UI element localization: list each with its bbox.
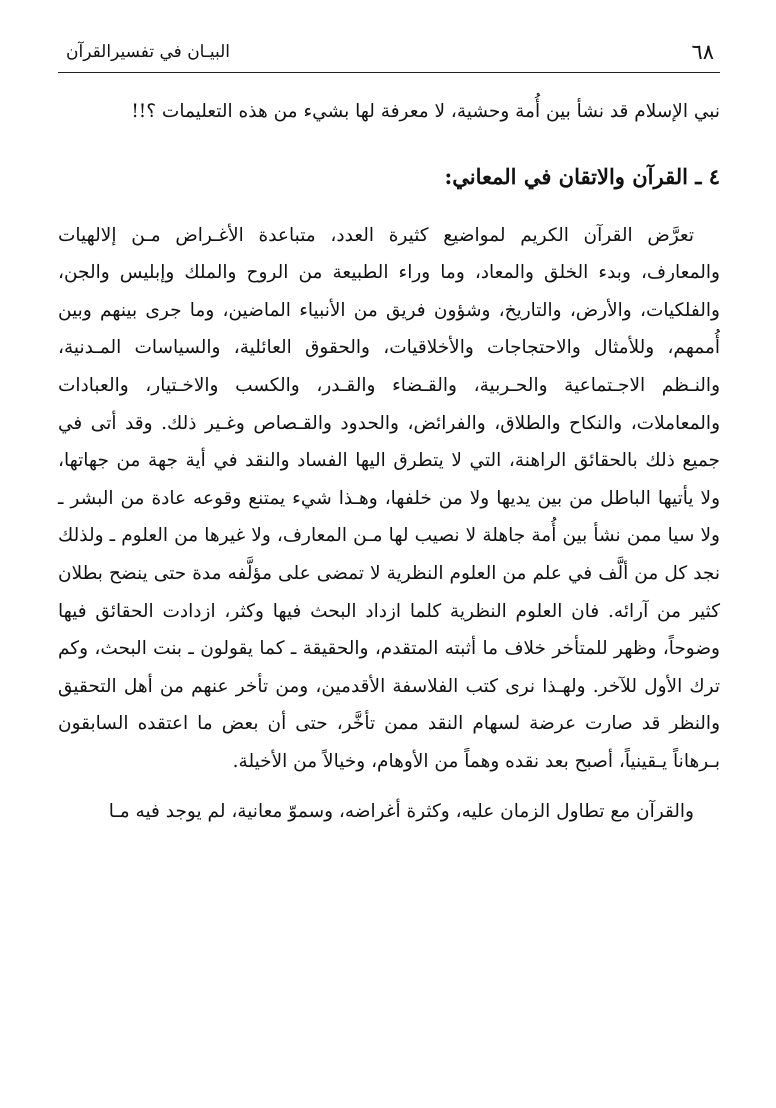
running-title: البيـان في تفسيرالقرآن xyxy=(66,42,231,62)
last-paragraph: والقرآن مع تطاول الزمان عليه، وكثرة أغراضه، وسموّ معانية، لم يوجد فيه مـا xyxy=(108,800,694,822)
section-heading: ٤ ـ القرآن والاتقان في المعاني: xyxy=(444,163,720,189)
page-header xyxy=(58,34,720,73)
page-number: ٦٨ xyxy=(691,40,714,64)
main-paragraph: تعرَّض القرآن الكريم لمواضيع كثيرة العدد، متباعدة الأغـراض مـن إلالهيات والمعارف، وبدء الخلق والمعاد، وما وراء الطبيعة من الروح والملك وإبليس والجن، والفلكيات، والأرض، والتاريخ، وشؤون فريق من الأنبياء الماضين، وما جرى بينهم وبين أُممهم، وللأمثال والاحتجاجات والأخلاقيات، والحقوق العائلية، والسياسات المـدنية، والنـظم الاجـتماعية والحـربية، والقـضاء والقـدر، والكسب والاخـتيار، والعبادات والمعاملات، والنكاح والطلاق، والفرائض، والحدود والقـصاص وغـير ذلك. وقد أتى في جميع ذلك بالحقائق الراهنة، التي لا يتطرق اليها الفساد والنقد في أية جهة من جهاتها، ولا يأتيها الباطل من بين يديها ولا من خلفها، وهـذا شيء يمتنع وقوعه عادة من البشر ـ ولا سيا ممن نشأ بين أُمة جاهلة لا نصيب لها مـن المعارف، ولا غيرها من العلوم ـ ولذلك نجد كل من ألَّف في علم من العلوم النظرية لا تمضى على مؤلَّفه مدة حتى ينضح بطلان كثير من آرائه. فان العلوم النظرية كلما ازداد البحث فيها وكثر، ازدادت الحقائق فيها وضوحاً، وظهر للمتأخر خلاف ما أثبته المتقدم، والحقيقة ـ كما يقولون ـ بنت البحث، وكم ترك الأول للآخر. ولهـذا نرى كتب الفلاسفة الأقدمين، ومن تأخر عنهم من أهل التحقيق والنظر قد صارت عرضة لسهام النقد ممن تأخَّر، حتى أن بعض ما اعتقده السابقون بـرهاناً يـقينياً، أصبح بعد نقده وهماً من الأوهام، وخيالاً من الأخيلة. xyxy=(58,224,720,772)
book-page xyxy=(58,34,720,830)
intro-paragraph: نبي الإسلام قد نشأ بين أُمة وحشية، لا معرفة لها بشيء من هذه التعليمات ؟!! xyxy=(131,101,720,122)
